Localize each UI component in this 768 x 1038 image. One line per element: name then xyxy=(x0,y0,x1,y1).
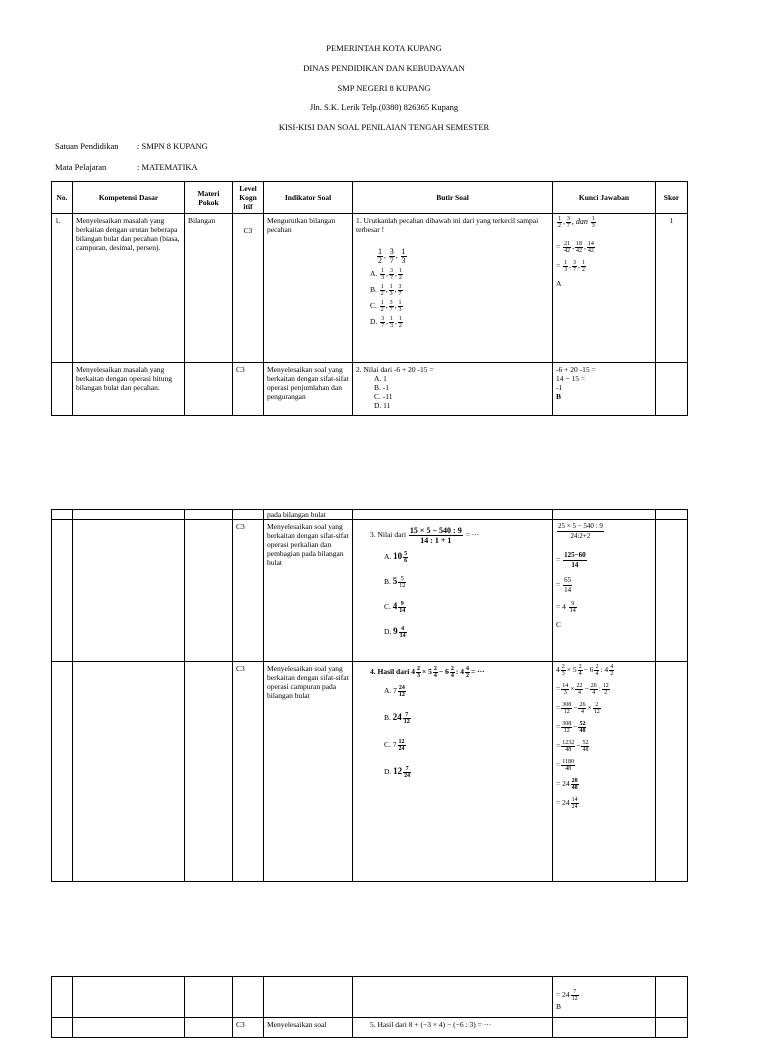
row4-kunci-line6: = $\frac{1180}{48}$ xyxy=(556,759,575,772)
row1-option-c: C. $\frac{1}{2}$ , $\frac{3}{7}$ , $\frac{1}{3}$ xyxy=(370,300,402,313)
row4-kunci xyxy=(553,662,656,882)
table-row xyxy=(52,510,688,520)
row3-kunci-line1: $\frac{25 \times 5 - 540 : 9}{24:2+2}$ xyxy=(558,522,603,540)
row1-option-d: D. $\frac{3}{7}$ , $\frac{1}{3}$ , $\frac{1}{2}$ xyxy=(370,316,402,329)
row2-level: C3 xyxy=(233,363,264,416)
row4-kunci-line5: = $\frac{1232}{48}$ − $\frac{52}{48}$ xyxy=(556,740,589,753)
row2-skor xyxy=(656,363,688,416)
row4-question: 4. Hasil dari 4 $\frac{2}{3}$ × 5 $\frac{2}{4}$ − 6 $\frac{2}{4}$ : 4 $\frac{4}{2}$ = ··· xyxy=(370,666,485,679)
row1-kunci-line1: $\frac{1}{2}$ , $\frac{3}{7}$ , dan $\frac{1}{3}$ xyxy=(558,216,595,229)
row3-option-c: C. 4 $\frac{9}{14}$ xyxy=(384,601,406,614)
row1-option-b: B. $\frac{1}{2}$ , $\frac{1}{3}$ , $\frac{3}{7}$ xyxy=(370,284,402,297)
row4-option-a: A. 7 $\frac{24}{12}$ xyxy=(384,685,405,698)
th-butir: Butir Soal xyxy=(353,182,553,214)
th-level: Level Kogn itif xyxy=(233,182,264,214)
table-row xyxy=(52,214,688,363)
th-skor: Skor xyxy=(656,182,688,214)
row2-materi xyxy=(185,363,233,416)
row1-level xyxy=(233,214,264,363)
meta-satuan xyxy=(55,141,208,151)
table-row xyxy=(52,520,688,662)
table-header-row xyxy=(52,182,688,214)
row4-kunci-line3: = $\frac{308}{12}$ − $\frac{26}{4}$ × $\frac{2}{12}$ xyxy=(556,702,600,715)
row2-cont-indikator: pada bilangan bulat xyxy=(264,510,353,520)
row5-indikator: Menyelesaikan soal xyxy=(264,1018,353,1038)
row4-kunci-line2: = $\frac{14}{3}$ × $\frac{22}{4}$ − $\frac{26}{4}$ : $\frac{12}{2}$ xyxy=(556,683,609,696)
table-row xyxy=(52,363,688,416)
row1-skor: 1 xyxy=(656,214,688,363)
header-line-4: Jln. S.K. Lerik Telp.(0380) 826365 Kupang xyxy=(309,102,459,112)
th-no: No. xyxy=(52,182,73,214)
header-line-1: PEMERINTAH KOTA KUPANG xyxy=(326,43,442,53)
row3-kunci-line3: = $\frac{65}{14}$ xyxy=(556,576,572,594)
row2-option-b: B. -1 xyxy=(374,383,389,392)
th-indikator: Indikator Soal xyxy=(264,182,353,214)
row2-option-d: D. 11 xyxy=(374,401,391,410)
row2-option-c: C. -11 xyxy=(374,392,393,401)
table-page-1 xyxy=(51,181,687,416)
row4-kunci-cont xyxy=(553,977,656,1018)
row4-kunci-line9: = 24 $\frac{7}{12}$ xyxy=(556,989,578,1002)
row4-option-b: B. 24 $\frac{7}{12}$ xyxy=(384,712,410,725)
row3-kunci-line4: = 4 $\frac{9}{14}$ xyxy=(556,601,576,614)
row4-options xyxy=(384,685,549,779)
row4-kunci-line8: = 24 $\frac{14}{24}$ xyxy=(556,797,578,810)
row1-option-a: A. $\frac{1}{3}$ , $\frac{3}{7}$ , $\frac{1}{2}$ xyxy=(370,268,402,281)
row3-level: C3 xyxy=(233,520,264,662)
row2-soal xyxy=(353,363,553,416)
row3-kunci-letter: C xyxy=(556,620,562,629)
table-row xyxy=(52,662,688,882)
row1-no: 1. xyxy=(52,214,73,363)
row2-kunci-line2: 14 − 15 = xyxy=(556,374,586,383)
meta-satuan-label: Satuan Pendidikan xyxy=(55,141,119,151)
header-line-2: DINAS PENDIDIKAN DAN KEBUDAYAAN xyxy=(303,63,465,73)
meta-satuan-value: : SMPN 8 KUPANG xyxy=(137,141,208,151)
row2-kd: Menyelesaikan masalah yang berkaitan dengan operasi hitung bilangan bulat dan pecahan. xyxy=(73,363,185,416)
meta-mapel-label: Mata Pelajaran xyxy=(55,162,107,172)
row4-option-c: C. 7 $\frac{12}{24}$ xyxy=(384,739,405,752)
row1-kunci xyxy=(553,214,656,363)
row2-option-a: A. 1 xyxy=(374,374,387,383)
th-materi: Materi Pokok xyxy=(185,182,233,214)
row1-soal xyxy=(353,214,553,363)
row4-kunci-line1: 4 $\frac{2}{3}$ × 5 $\frac{2}{4}$ − 6 $\frac{2}{4}$ : 4 $\frac{4}{2}$ xyxy=(556,664,614,677)
row2-kunci-line1: -6 + 20 -15 = xyxy=(556,365,596,374)
row3-option-b: B. 5 $\frac{5}{12}$ xyxy=(384,576,406,589)
row3-options xyxy=(384,551,549,639)
row3-option-d: D. 9 $\frac{4}{14}$ xyxy=(384,626,406,639)
row3-option-a: A. 10 $\frac{5}{6}$ xyxy=(384,551,408,564)
row3-indikator: Menyelesaikan soal yang berkaitan dengan sifat-sifat operasi perkalian dan pembagian pada bilangan bulat xyxy=(264,520,353,662)
row2-indikator: Menyelesaikan soal yang berkaitan dengan sifat-sifat operasi penjumlahan dan pengurangan xyxy=(264,363,353,416)
row3-question: 3. Nilai dari $\frac{15 \times 5 - 540 : 9}{14 : 1 + 1}$ = ··· xyxy=(370,526,480,545)
header-line-3: SMP NEGERI 8 KUPANG xyxy=(337,83,431,93)
row1-fractions: $\frac{1}{2}$ , $\frac{3}{7}$ , $\frac{1}{3}$ xyxy=(378,247,406,265)
th-kd: Kompetensi Dasar xyxy=(73,182,185,214)
row4-kunci-line7: = 24 $\frac{28}{48}$ xyxy=(556,778,578,791)
row1-level-text: C3 xyxy=(243,226,253,235)
table-page-2 xyxy=(51,509,687,882)
row1-options xyxy=(370,268,549,329)
row2-no xyxy=(52,363,73,416)
row1-materi: Bilangan xyxy=(185,214,233,363)
row4-kunci-letter: B xyxy=(556,1002,562,1011)
row3-soal xyxy=(353,520,553,662)
table-row xyxy=(52,977,688,1018)
meta-mapel-value: : MATEMATIKA xyxy=(137,162,198,172)
row1-kunci-letter: A xyxy=(556,279,562,288)
row4-level: C3 xyxy=(233,662,264,882)
table-page-3 xyxy=(51,976,687,1038)
row2-kunci xyxy=(553,363,656,416)
row3-kunci xyxy=(553,520,656,662)
row1-kunci-line2: = $\frac{21}{42}$ , $\frac{18}{42}$ , $\frac{14}{42}$ xyxy=(556,241,594,254)
row4-soal xyxy=(353,662,553,882)
row4-indikator: Menyelesaikan soal yang berkaitan dengan sifat-sifat operasi campuran pada bilangan bulat xyxy=(264,662,353,882)
row1-soal-text: 1. Urutkanlah pecahan dibawah ini dari yang terkecil sampai terbesar ! xyxy=(356,216,539,234)
row3-kunci-line2: = $\frac{125-60}{14}$ xyxy=(556,551,586,569)
row2-options xyxy=(374,374,549,410)
th-kunci: Kunci Jawaban xyxy=(553,182,656,214)
row2-kunci-letter: B xyxy=(556,392,562,401)
row1-indikator: Mengurutkan bilangan pecahan xyxy=(264,214,353,363)
row1-kunci-line3: = $\frac{1}{3}$ , $\frac{3}{7}$ , $\frac{1}{2}$ xyxy=(556,260,585,273)
table-row xyxy=(52,1018,688,1038)
row5-soal: 5. Hasil dari 8 + (−3 × 4) − (−6 : 3) = ··· xyxy=(353,1018,553,1038)
row1-kd: Menyelesaikan masalah yang berkaitan dengan urutan beberapa bilangan bulat dan pecahan (biasa, campuran, desimal, persen). xyxy=(73,214,185,363)
row4-option-d: D. 12 $\frac{7}{24}$ xyxy=(384,766,411,779)
row2-kunci-line3: -1 xyxy=(556,383,563,392)
row2-soal-text: 2. Nilai dari -6 + 20 -15 = xyxy=(356,365,434,374)
meta-mapel xyxy=(55,162,198,172)
header-line-5: KISI-KISI DAN SOAL PENILAIAN TENGAH SEMESTER xyxy=(278,122,490,132)
row5-level: C3 xyxy=(233,1018,264,1038)
row4-kunci-line4: = $\frac{308}{12}$ − $\frac{52}{48}$ xyxy=(556,721,586,734)
